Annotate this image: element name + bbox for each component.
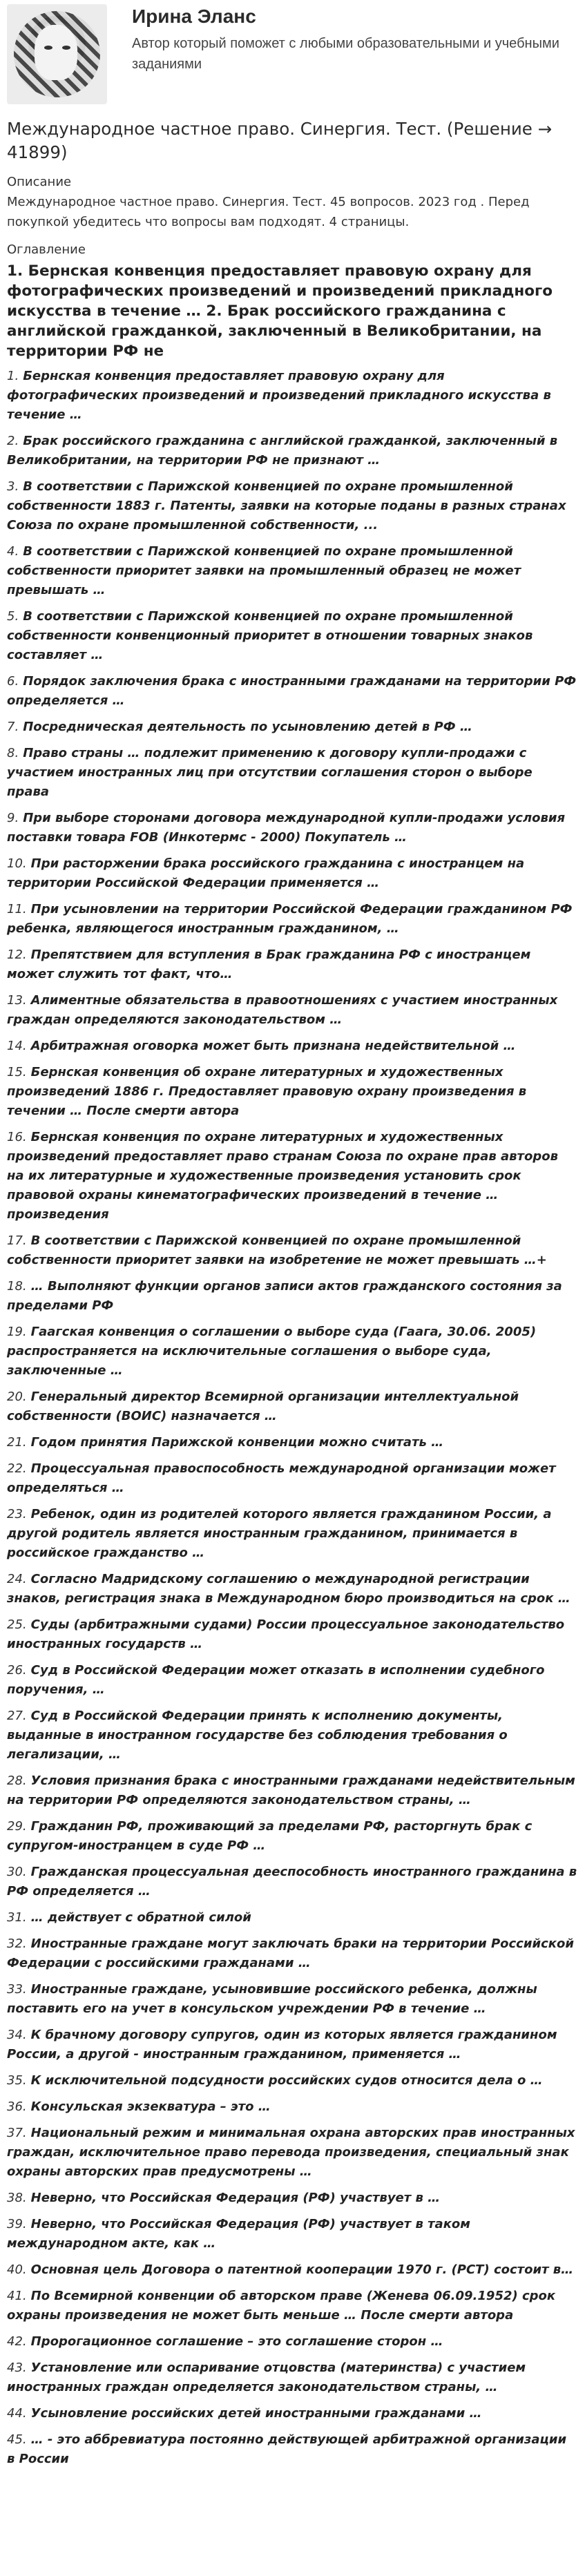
question-number: 43. — [7, 2361, 27, 2375]
question-text: В соответствии с Парижской конвенцией по охране промышленной собственности приоритет заявки на изобретение не может превышать …+ — [7, 1233, 547, 1267]
question-text: Пророгационное соглашение – это соглашение сторон … — [30, 2334, 443, 2349]
question-item — [7, 1570, 578, 1608]
question-number: 28. — [7, 1774, 27, 1788]
question-item — [7, 1817, 578, 1856]
question-number: 40. — [7, 2262, 27, 2277]
question-text: Основная цель Договора о патентной кооперации 1970 г. (PCT) состоит в… — [30, 2262, 574, 2277]
question-item — [7, 991, 578, 1030]
description-label: Описание — [7, 175, 72, 189]
question-item — [7, 1231, 578, 1270]
question-item — [7, 1387, 578, 1426]
question-text: В соответствии с Парижской конвенцией по охране промышленной собственности приоритет заявки на промышленный образец не может превышать … — [7, 544, 521, 597]
toc-label: Оглавление — [7, 242, 86, 257]
question-number: 24. — [7, 1572, 27, 1586]
question-number: 44. — [7, 2406, 27, 2421]
question-item — [7, 2189, 578, 2208]
question-item — [7, 1908, 578, 1928]
question-text: Иностранные граждане, усыновившие российского ребенка, должны поставить его на учет в консульском учреждении РФ в течение … — [7, 1982, 537, 2016]
question-number: 2. — [7, 434, 19, 448]
question-item — [7, 607, 578, 665]
question-item — [7, 2332, 578, 2352]
question-item — [7, 1707, 578, 1765]
question-item — [7, 1771, 578, 1810]
question-number: 37. — [7, 2126, 27, 2140]
question-text: Порядок заключения брака с иностранными гражданами на территории РФ определяется … — [7, 674, 577, 708]
question-number: 19. — [7, 1325, 27, 1339]
question-item — [7, 542, 578, 600]
question-item — [7, 718, 578, 737]
question-text: Установление или оспаривание отцовства (материнства) с участием иностранных граждан определяется законодательством страны, … — [7, 2361, 526, 2394]
question-item — [7, 1661, 578, 1700]
question-number: 39. — [7, 2217, 27, 2231]
question-text: Бернская конвенция по охране литературных и художественных произведений предоставляет право странам Союза по охране прав авторов на их литературные и художественные произведения установить срок правовой охраны кинематографических произведений в течение … произведения — [7, 1130, 558, 1222]
question-number: 4. — [7, 544, 19, 559]
question-number: 6. — [7, 674, 19, 689]
question-text: Суд в Российской Федерации принять к исполнению документы, выданные в иностранном государстве без соблюдения требования о легализации, … — [7, 1709, 508, 1762]
question-text: Национальный режим и минимальная охрана авторских прав иностранных граждан, исключительное право перевода произведения, специальный знак охраны авторских прав предусмотрены … — [7, 2126, 575, 2179]
question-text: Процессуальная правоспособность международной организации может определяться … — [7, 1461, 556, 1495]
question-item — [7, 744, 578, 802]
question-item — [7, 854, 578, 893]
question-number: 32. — [7, 1936, 27, 1951]
question-number: 9. — [7, 811, 19, 825]
question-text: По Всемирной конвенции об авторском праве (Женева 06.09.1952) срок охраны произведения не может быть меньше … После смерти автора — [7, 2289, 556, 2323]
question-number: 27. — [7, 1709, 27, 1723]
question-text: Гаагская конвенция о соглашении о выборе суда (Гаага, 30.06. 2005) распространяется на исключительные соглашения о выборе суда, заключенные … — [7, 1325, 537, 1378]
question-number: 45. — [7, 2432, 27, 2447]
question-item — [7, 2097, 578, 2117]
question-item — [7, 2026, 578, 2064]
question-text: Условия признания брака с иностранными гражданами недействительным на территории РФ определяются законодательством страны, … — [7, 1774, 575, 1807]
question-number: 1. — [7, 369, 19, 383]
question-item — [7, 2260, 578, 2280]
question-text: Бернская конвенция предоставляет правовую охрану для фотографических произведений и произведений прикладного искусства в течение … — [7, 369, 551, 422]
document-title: Международное частное право. Синергия. Тест. (Решение → 41899) — [7, 119, 553, 162]
question-text: Брак российского гражданина с английской гражданкой, заключенный в Великобритании, на территории РФ не признают … — [7, 434, 558, 468]
question-item — [7, 2124, 578, 2182]
question-number: 10. — [7, 856, 27, 871]
question-text: В соответствии с Парижской конвенцией по охране промышленной собственности 1883 г. Патенты, заявки на которые поданы в разных странах Союза по охране промышленной собственности, ... — [7, 479, 566, 532]
question-item — [7, 1037, 578, 1056]
question-item — [7, 432, 578, 470]
question-item — [7, 2071, 578, 2090]
author-card — [7, 0, 578, 115]
question-number: 35. — [7, 2073, 27, 2088]
question-number: 29. — [7, 1819, 27, 1834]
question-item — [7, 2287, 578, 2325]
question-number: 41. — [7, 2289, 27, 2303]
question-number: 17. — [7, 1233, 27, 1248]
question-item — [7, 1459, 578, 1498]
question-text: Право страны … подлежит применению к договору купли-продажи с участием иностранных лиц при отсутствии соглашения сторон о выборе права — [7, 746, 533, 799]
question-text: К исключительной подсудности российских судов относится дела о … — [30, 2073, 543, 2088]
question-item — [7, 1934, 578, 1973]
question-item — [7, 672, 578, 711]
question-item — [7, 477, 578, 535]
question-number: 38. — [7, 2191, 27, 2205]
question-text: Иностранные граждане могут заключать браки на территории Российской Федерации с российскими гражданами … — [7, 1936, 574, 1970]
question-number: 23. — [7, 1507, 27, 1521]
question-text: Согласно Мадридскому соглашению о международной регистрации знаков, регистрация знака в Международном бюро производиться на срок … — [7, 1572, 570, 1606]
question-text: При расторжении брака российского гражданина с иностранцем на территории Российской Федерации применяется … — [7, 856, 525, 890]
question-number: 18. — [7, 1279, 27, 1294]
question-text: При усыновлении на территории Российской Федерации гражданином РФ ребенка, являющегося иностранным гражданином, … — [7, 902, 573, 936]
question-item — [7, 2215, 578, 2253]
question-text: Усыновление российских детей иностранными гражданами … — [30, 2406, 482, 2421]
question-item — [7, 1323, 578, 1381]
question-number: 30. — [7, 1865, 27, 1879]
question-number: 34. — [7, 2028, 27, 2042]
question-text: … - это аббревиатура постоянно действующей арбитражной организации в России — [7, 2432, 567, 2466]
question-item — [7, 1128, 578, 1224]
question-number: 14. — [7, 1039, 27, 1053]
question-number: 20. — [7, 1390, 27, 1404]
question-number: 26. — [7, 1663, 27, 1678]
question-text: Неверно, что Российская Федерация (РФ) участвует в таком международном акте, как … — [7, 2217, 470, 2251]
question-number: 11. — [7, 902, 27, 916]
question-text: Консульская экзекватура – это … — [30, 2099, 271, 2114]
question-number: 21. — [7, 1435, 27, 1450]
question-item — [7, 900, 578, 939]
question-number: 31. — [7, 1910, 27, 1925]
description-text: Международное частное право. Синергия. Тест. 45 вопросов. 2023 год . Перед покупкой убедитесь что вопросы вам подходят. 4 страницы. — [7, 195, 530, 229]
question-number: 25. — [7, 1617, 27, 1632]
question-text: Ребенок, один из родителей которого является гражданином России, а другой родитель является иностранным гражданином, принимается в российское гражданство … — [7, 1507, 552, 1560]
question-item — [7, 809, 578, 847]
question-item — [7, 1505, 578, 1563]
question-number: 13. — [7, 993, 27, 1008]
question-text: … Выполняют функции органов записи актов гражданского состояния за пределами РФ — [7, 1279, 562, 1313]
question-item — [7, 945, 578, 984]
question-number: 8. — [7, 746, 19, 760]
question-item — [7, 2358, 578, 2397]
question-text: Бернская конвенция об охране литературных и художественных произведений 1886 г. Предоставляет правовую охрану произведения в течении … После смерти автора — [7, 1065, 527, 1118]
question-number: 22. — [7, 1461, 27, 1476]
question-text: … действует с обратной силой — [30, 1910, 251, 1925]
question-number: 33. — [7, 1982, 27, 1997]
question-item — [7, 1277, 578, 1316]
question-number: 5. — [7, 609, 19, 624]
question-text: Алиментные обязательства в правоотношениях с участием иностранных граждан определяются законодательством … — [7, 993, 558, 1027]
question-item — [7, 367, 578, 425]
question-text: Неверно, что Российская Федерация (РФ) участвует в … — [30, 2191, 441, 2205]
question-text: Препятствием для вступления в Брак гражданина РФ с иностранцем может служить тот факт, что… — [7, 948, 531, 981]
question-item — [7, 1433, 578, 1452]
author-description: Автор который поможет с любыми образовательными и учебными заданиями — [132, 36, 559, 72]
question-item — [7, 1863, 578, 1901]
question-text: Арбитражная оговорка может быть признана недействительной … — [30, 1039, 516, 1053]
question-text: В соответствии с Парижской конвенцией по охране промышленной собственности конвенционный приоритет в отношении товарных знаков составляет … — [7, 609, 533, 662]
question-number: 7. — [7, 720, 19, 734]
question-number: 42. — [7, 2334, 27, 2349]
question-text: При выборе сторонами договора международной купли-продажи условия поставки товара FOB (Инкотермс - 2000) Покупатель … — [7, 811, 566, 845]
author-info — [132, 4, 578, 75]
toc-summary: 1. Бернская конвенция предоставляет правовую охрану для фотографических произведений и произведений прикладного искусства в течение … 2. Брак российского гражданина с английской гражданкой, заключенный в Великобритании, на территории РФ не — [7, 262, 553, 360]
author-name[interactable]: Ирина Эланс — [132, 6, 256, 27]
question-number: 3. — [7, 479, 19, 494]
question-number: 16. — [7, 1130, 27, 1144]
avatar-portrait-icon[interactable] — [7, 4, 107, 104]
question-item — [7, 1063, 578, 1121]
question-number: 36. — [7, 2099, 27, 2114]
question-item — [7, 1980, 578, 2019]
question-text: Гражданин РФ, проживающий за пределами РФ, расторгнуть брак с супругом-иностранцем в суде РФ … — [7, 1819, 533, 1853]
question-text: Посредническая деятельность по усыновлению детей в РФ … — [23, 720, 472, 734]
question-text: Гражданская процессуальная дееспособность иностранного гражданина в РФ определяется … — [7, 1865, 577, 1899]
question-number: 15. — [7, 1065, 27, 1079]
question-text: К брачному договору супругов, один из которых является гражданином России, а другой - иностранным гражданином, применяется … — [7, 2028, 557, 2061]
question-list — [7, 367, 578, 2469]
question-number: 12. — [7, 948, 27, 962]
question-text: Годом принятия Парижской конвенции можно считать … — [30, 1435, 444, 1450]
question-text: Суды (арбитражными судами) России процессуальное законодательство иностранных государств … — [7, 1617, 565, 1651]
question-text: Суд в Российской Федерации может отказать в исполнении судебного поручения, … — [7, 1663, 545, 1697]
question-item — [7, 2430, 578, 2469]
question-item — [7, 1615, 578, 1654]
question-item — [7, 2404, 578, 2423]
question-text: Генеральный директор Всемирной организации интеллектуальной собственности (ВОИС) назначается … — [7, 1390, 519, 1423]
